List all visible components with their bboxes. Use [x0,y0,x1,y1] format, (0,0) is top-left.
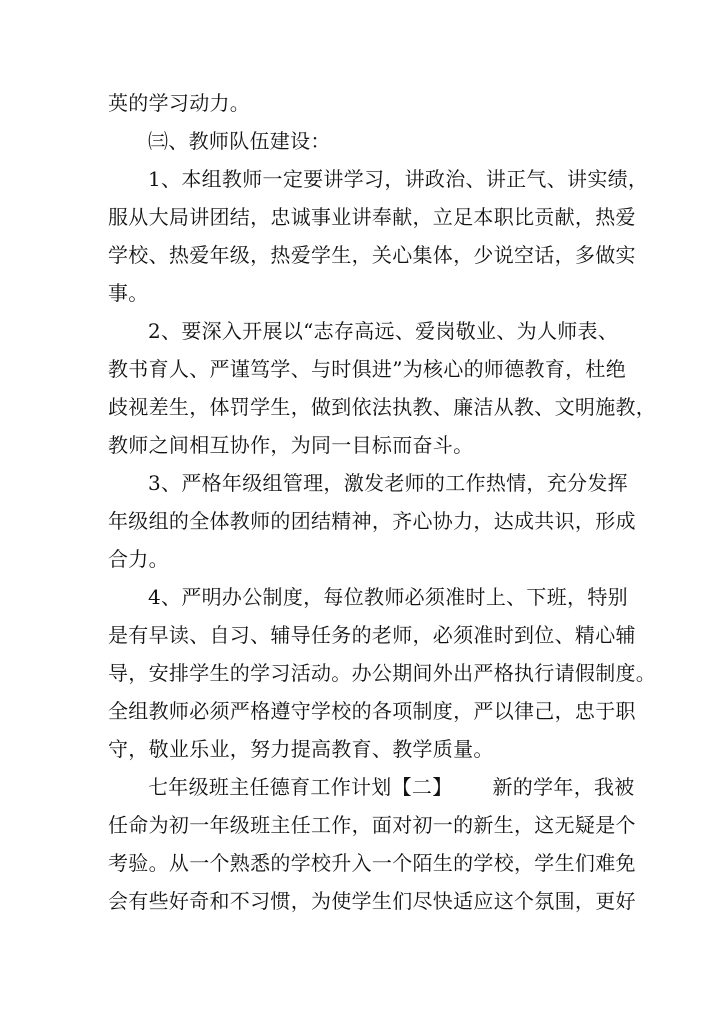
section-heading-line [108,768,635,806]
text-line: 教师之间相互协作，为同一目标而奋斗。 [108,433,474,457]
text-line: 2、要深入开展以“志存高远、爱岗敬业、为人师表、 [148,319,619,343]
text-line: 任命为初一年级班主任工作，面对初一的新生，这无疑是个 [108,813,636,837]
text-line: 守，敬业乐业，努力提高教育、教学质量。 [108,737,494,761]
text-line: 全组教师必须严格遵守学校的各项制度，严以律己，忠于职 [108,699,636,723]
text-line: 4、严明办公制度，每位教师必须准时上、下班，特别 [148,585,628,609]
text-line: 考验。从一个熟悉的学校升入一个陌生的学校，学生们难免 [108,851,636,875]
text-line: 合力。 [108,547,169,571]
text-line: 1、本组教师一定要讲学习，讲政治、讲正气、讲实绩， [148,167,649,191]
section-heading: 七年级班主任德育工作计划【二】 [148,775,453,799]
document-body [108,84,657,920]
text-line: 英的学习动力。 [108,91,251,115]
paragraph-lines-tail [108,806,636,920]
text-line: 会有些好奇和不习惯，为使学生们尽快适应这个氛围，更好 [108,889,636,913]
text-line: 学校、热爱年级，热爱学生，关心集体，少说空话，多做实 [108,243,636,267]
section-continuation: 新的学年，我被 [492,775,635,799]
text-line: 事。 [108,281,149,305]
text-line: 歧视差生，体罚学生，做到依法执教、廉洁从教、文明施教， [108,395,657,419]
text-line: 服从大局讲团结，忠诚事业讲奉献，立足本职比贡献，热爱 [108,205,636,229]
text-line: 3、严格年级组管理，激发老师的工作热情，充分发挥 [148,471,628,495]
text-line: ㈢、教师队伍建设： [148,129,331,153]
text-line: 教书育人、严谨笃学、与时俱进”为核心的师德教育，杜绝 [108,357,627,381]
paragraph-lines [108,84,657,768]
text-line: 是有早读、自习、辅导任务的老师，必须准时到位、精心辅 [108,623,636,647]
text-line: 年级组的全体教师的团结精神，齐心协力，达成共识，形成 [108,509,636,533]
text-line: 导，安排学生的学习活动。办公期间外出严格执行请假制度。 [108,661,657,685]
